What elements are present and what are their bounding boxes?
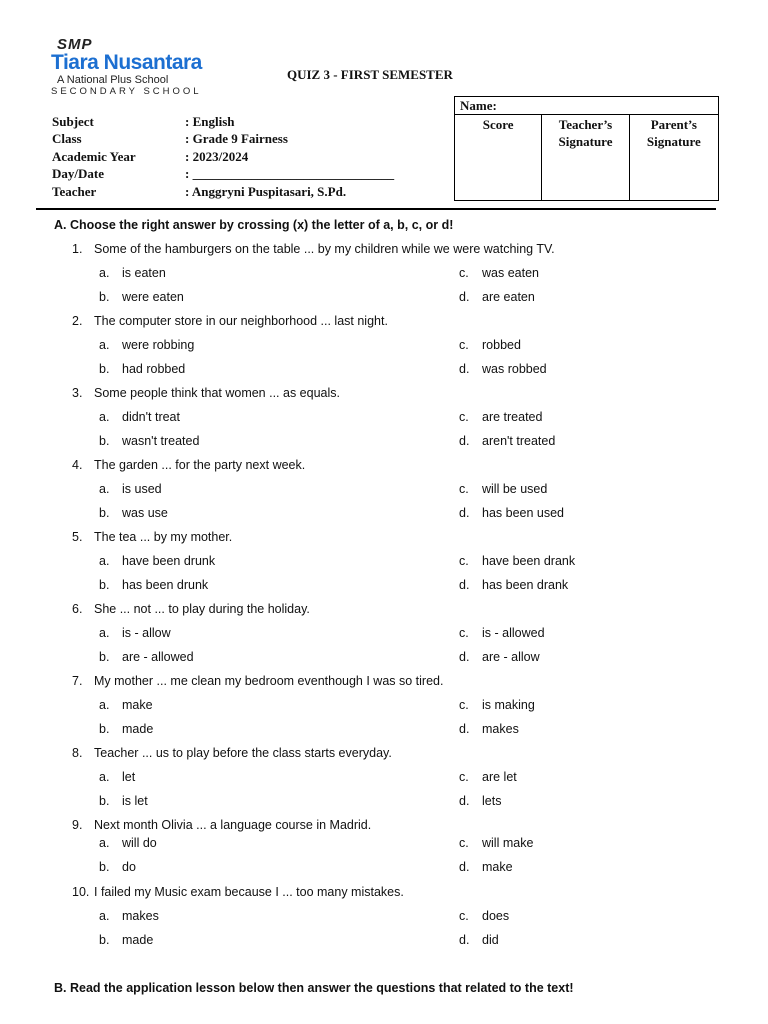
answer-option[interactable] — [459, 836, 533, 850]
logo-smp: SMP — [57, 36, 93, 53]
option-letter: a. — [99, 266, 110, 280]
option-letter: d. — [459, 722, 470, 736]
option-text: didn't treat — [122, 410, 180, 424]
option-text: makes — [122, 909, 159, 923]
option-text: were eaten — [122, 290, 184, 304]
answer-option[interactable] — [99, 506, 168, 520]
option-letter: a. — [99, 338, 110, 352]
question — [72, 314, 388, 328]
question-text: My mother ... me clean my bedroom eventhough I was so tired. — [94, 674, 444, 688]
answer-option[interactable] — [99, 836, 157, 850]
option-text: does — [482, 909, 510, 923]
question-text: The computer store in our neighborhood ... last night. — [94, 314, 388, 328]
option-letter: b. — [99, 860, 110, 874]
info-value: : Grade 9 Fairness — [185, 131, 288, 147]
question-text: The garden ... for the party next week. — [94, 458, 306, 472]
option-text: did — [482, 933, 499, 947]
option-letter: c. — [459, 698, 469, 712]
option-letter: d. — [459, 506, 470, 520]
option-letter: a. — [99, 554, 110, 568]
info-row-class — [52, 131, 394, 149]
answer-option[interactable] — [99, 698, 153, 712]
answer-option[interactable] — [99, 290, 184, 304]
option-letter: b. — [99, 434, 110, 448]
answer-option[interactable] — [459, 578, 568, 592]
option-letter: c. — [459, 410, 469, 424]
question-text: Some of the hamburgers on the table ... by my children while we were watching TV. — [94, 242, 555, 256]
answer-option[interactable] — [99, 626, 171, 640]
option-text: were robbing — [122, 338, 195, 352]
question — [72, 242, 555, 256]
answer-option[interactable] — [459, 554, 575, 568]
parent-signature-label-1: Parent’s — [650, 117, 697, 132]
option-letter: c. — [459, 338, 469, 352]
answer-option[interactable] — [459, 266, 539, 280]
answer-option[interactable] — [99, 909, 159, 923]
question — [72, 386, 340, 400]
answer-option[interactable] — [99, 933, 153, 947]
question-number: 8. — [72, 746, 83, 760]
answer-option[interactable] — [459, 338, 521, 352]
option-text: are - allowed — [122, 650, 194, 664]
answer-option[interactable] — [459, 933, 499, 947]
page-title: QUIZ 3 - FIRST SEMESTER — [287, 67, 453, 82]
header-divider — [36, 208, 716, 210]
option-text: is - allow — [122, 626, 171, 640]
option-letter: a. — [99, 410, 110, 424]
option-text: make — [122, 698, 153, 712]
option-letter: a. — [99, 482, 110, 496]
option-letter: b. — [99, 578, 110, 592]
answer-option[interactable] — [99, 578, 208, 592]
option-text: let — [122, 770, 136, 784]
question — [72, 458, 305, 472]
answer-option[interactable] — [459, 860, 513, 874]
question — [72, 818, 371, 832]
logo-school-name: Tiara Nusantara — [51, 51, 202, 74]
question — [72, 530, 232, 544]
option-text: was eaten — [482, 266, 539, 280]
answer-option[interactable] — [459, 482, 547, 496]
answer-option[interactable] — [459, 770, 517, 784]
option-text: has been used — [482, 506, 565, 520]
option-letter: a. — [99, 626, 110, 640]
answer-option[interactable] — [99, 860, 136, 874]
option-text: make — [482, 860, 513, 874]
option-letter: c. — [459, 554, 469, 568]
option-text: have been drank — [482, 554, 576, 568]
info-label: Day/Date — [52, 166, 104, 182]
section-b-instruction: B. Read the application lesson below then answer the questions that related to the text! — [54, 981, 574, 995]
logo-subtitle: SECONDARY SCHOOL — [51, 86, 202, 97]
option-text: robbed — [482, 338, 521, 352]
teacher-signature-label-2: Signature — [558, 134, 613, 149]
info-value: : English — [185, 113, 235, 129]
question-text: The tea ... by my mother. — [94, 530, 233, 544]
parent-signature-cell — [630, 115, 718, 201]
question-number: 2. — [72, 314, 83, 328]
answer-option[interactable] — [459, 794, 501, 808]
question-number: 4. — [72, 458, 83, 472]
answer-option[interactable] — [459, 290, 535, 304]
option-letter: b. — [99, 650, 110, 664]
info-value-blank: : _______________________________ — [185, 166, 395, 182]
option-text: has been drank — [482, 578, 569, 592]
info-value: : Anggryni Puspitasari, S.Pd. — [185, 183, 347, 199]
option-letter: c. — [459, 836, 469, 850]
info-value: : 2023/2024 — [185, 148, 249, 164]
option-text: makes — [482, 722, 519, 736]
option-letter: d. — [459, 434, 470, 448]
info-row-date — [52, 166, 394, 184]
question — [72, 674, 443, 688]
answer-option[interactable] — [99, 338, 194, 352]
answer-option[interactable] — [459, 362, 547, 376]
answer-option[interactable] — [99, 362, 185, 376]
option-text: made — [122, 933, 154, 947]
question-number: 7. — [72, 674, 83, 688]
answer-option[interactable] — [99, 794, 148, 808]
logo-tagline: A National Plus School — [57, 74, 169, 86]
answer-option[interactable] — [99, 650, 194, 664]
option-letter: a. — [99, 698, 110, 712]
question-number: 3. — [72, 386, 83, 400]
option-text: are treated — [482, 410, 543, 424]
option-letter: a. — [99, 770, 110, 784]
info-label: Academic Year — [52, 148, 136, 164]
answer-option[interactable] — [459, 410, 542, 424]
option-letter: c. — [459, 482, 469, 496]
option-letter: a. — [99, 836, 110, 850]
score-label: Score — [482, 117, 514, 132]
option-text: is eaten — [122, 266, 166, 280]
section-a-instruction: A. Choose the right answer by crossing (x) the letter of a, b, c, or d! — [54, 218, 454, 232]
question-text: Some people think that women ... as equals. — [94, 386, 340, 400]
option-letter: c. — [459, 626, 469, 640]
option-letter: d. — [459, 650, 470, 664]
question — [72, 885, 404, 899]
question-text: Next month Olivia ... a language course in Madrid. — [94, 818, 372, 832]
option-text: is let — [122, 794, 148, 808]
option-text: was use — [122, 506, 168, 520]
teacher-signature-cell — [542, 115, 629, 201]
option-text: are - allow — [482, 650, 540, 664]
option-text: had robbed — [122, 362, 186, 376]
option-text: has been drunk — [122, 578, 209, 592]
question-text: Teacher ... us to play before the class starts everyday. — [94, 746, 392, 760]
parent-signature-label-2: Signature — [646, 134, 701, 149]
question-text: She ... not ... to play during the holiday. — [94, 602, 310, 616]
question-text: I failed my Music exam because I ... too many mistakes. — [94, 885, 404, 899]
option-letter: b. — [99, 722, 110, 736]
question-number: 1. — [72, 242, 83, 256]
option-letter: c. — [459, 909, 469, 923]
answer-option[interactable] — [99, 266, 166, 280]
answer-option[interactable] — [99, 722, 153, 736]
option-text: was robbed — [482, 362, 547, 376]
option-text: made — [122, 722, 154, 736]
option-letter: b. — [99, 362, 110, 376]
option-letter: d. — [459, 290, 470, 304]
question-number: 10. — [72, 885, 90, 899]
question-number: 5. — [72, 530, 83, 544]
answer-option[interactable] — [459, 626, 545, 640]
info-label: Teacher — [52, 183, 97, 199]
info-row-teacher — [52, 183, 394, 201]
answer-option[interactable] — [459, 650, 540, 664]
option-letter: d. — [459, 578, 470, 592]
option-text: will do — [122, 836, 157, 850]
info-label: Subject — [52, 113, 94, 129]
answer-option[interactable] — [99, 482, 162, 496]
option-letter: d. — [459, 794, 470, 808]
option-text: have been drunk — [122, 554, 216, 568]
option-letter: d. — [459, 860, 470, 874]
question — [72, 746, 392, 760]
answer-option[interactable] — [99, 410, 180, 424]
option-text: are let — [482, 770, 517, 784]
score-columns — [455, 115, 718, 201]
info-label: Class — [52, 131, 82, 147]
school-logo — [51, 38, 211, 98]
option-text: is used — [122, 482, 162, 496]
answer-option[interactable] — [459, 698, 535, 712]
option-text: aren't treated — [482, 434, 556, 448]
student-info — [52, 113, 394, 201]
answer-option[interactable] — [99, 554, 215, 568]
option-text: will be used — [482, 482, 548, 496]
answer-option[interactable] — [459, 909, 509, 923]
option-letter: a. — [99, 909, 110, 923]
info-row-subject — [52, 113, 394, 131]
option-text: lets — [482, 794, 502, 808]
option-text: is - allowed — [482, 626, 545, 640]
option-text: do — [122, 860, 136, 874]
question-number: 6. — [72, 602, 83, 616]
teacher-signature-label-1: Teacher’s — [558, 117, 613, 132]
option-letter: d. — [459, 362, 470, 376]
option-letter: c. — [459, 770, 469, 784]
question — [72, 602, 310, 616]
option-text: will make — [482, 836, 534, 850]
question-number: 9. — [72, 818, 83, 832]
answer-option[interactable] — [459, 434, 555, 448]
option-letter: b. — [99, 290, 110, 304]
option-letter: d. — [459, 933, 470, 947]
option-text: wasn't treated — [122, 434, 200, 448]
option-letter: b. — [99, 933, 110, 947]
option-text: is making — [482, 698, 535, 712]
answer-option[interactable] — [459, 506, 564, 520]
answer-option[interactable] — [99, 434, 199, 448]
answer-option[interactable] — [99, 770, 135, 784]
option-text: are eaten — [482, 290, 535, 304]
option-letter: c. — [459, 266, 469, 280]
option-letter: b. — [99, 506, 110, 520]
option-letter: b. — [99, 794, 110, 808]
score-signature-box — [454, 96, 719, 201]
score-cell — [455, 115, 542, 201]
answer-option[interactable] — [459, 722, 519, 736]
name-field: Name: — [455, 97, 718, 115]
info-row-year — [52, 148, 394, 166]
